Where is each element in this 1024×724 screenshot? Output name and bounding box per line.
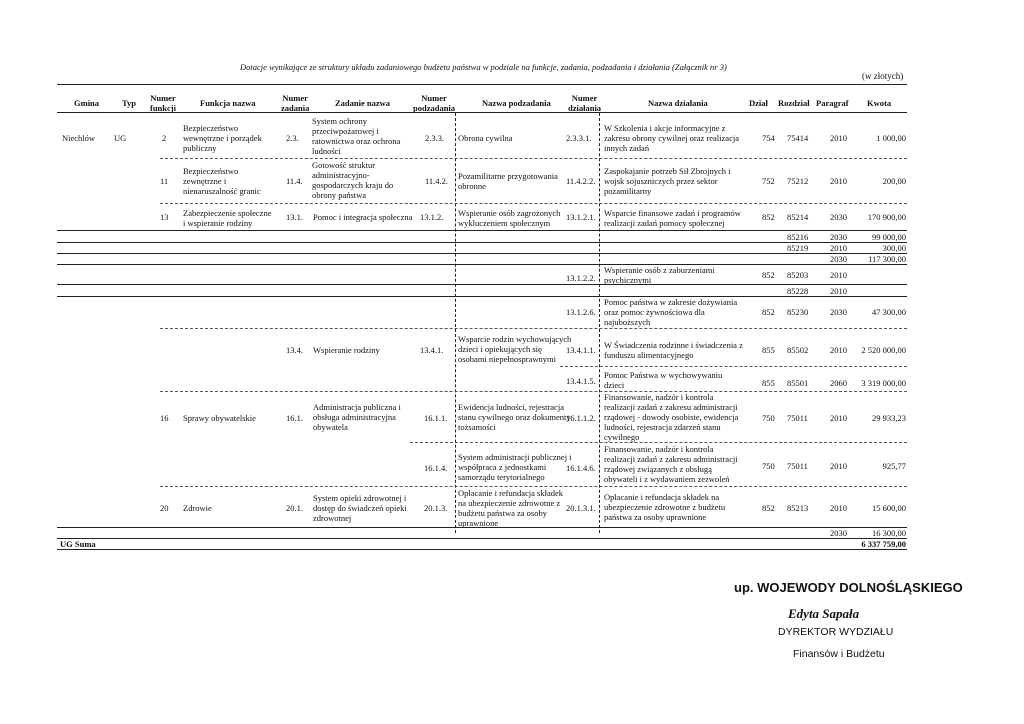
table-top-border xyxy=(57,84,907,85)
cell-d5-dzial: 852 xyxy=(762,307,775,317)
cell-d6-num: 13.4.1.1. xyxy=(566,345,596,355)
cell-e3-paragraf: 2030 xyxy=(830,254,847,264)
cell-z131-name: Pomoc i integracja społeczna xyxy=(313,212,413,222)
cell-d3-dzial: 852 xyxy=(762,212,775,222)
cell-d1-dzial: 754 xyxy=(762,133,775,143)
cell-z201-num: 20.1. xyxy=(286,503,303,513)
cell-d7-paragraf: 2060 xyxy=(830,378,847,388)
cell-d1-name: W Szkolenia i akcje informacyjne z zakresu obrony cywilnej oraz realizacja innych zadań xyxy=(604,123,739,153)
header-rozdzial: Rozdział xyxy=(778,98,810,108)
document-title: Dotacje wynikające ze struktury układu zadaniowego budżetu państwa w podziale na funkcje, zadania, podzadania i działania (Załącznik nr 3) xyxy=(240,62,727,72)
col-sep-2 xyxy=(599,113,600,533)
cell-p1614-name: System administracji publicznej i współpraca z jednostkami samorządu terytorialnego xyxy=(458,452,572,482)
cell-d6-name: W Świadczenia rodzinne i świadczenia z funduszu alimentacyjnego xyxy=(604,340,743,360)
col-sep-1 xyxy=(455,113,456,533)
cell-p2013-name: Opłacanie i refundacja składek na ubezpieczenie zdrowotne z budżetu państwa za osoby uprawnione xyxy=(458,488,564,528)
table-bottom-border xyxy=(57,549,907,550)
cell-f20-num: 20 xyxy=(160,503,169,513)
cell-d5-num: 13.1.2.6. xyxy=(566,307,596,317)
cell-d5-kwota: 47 300,00 xyxy=(872,307,906,317)
cell-d2-dzial: 752 xyxy=(762,176,775,186)
header-typ: Typ xyxy=(122,98,137,108)
cell-d10-dzial: 852 xyxy=(762,503,775,513)
cell-d9-name: Finansowanie, nadzór i kontrola realizacji zadań z zakresu administracji rządowej związanych z obsługą obywateli i z wydawaniem zezwoleń xyxy=(604,444,738,484)
cell-typ: UG xyxy=(114,133,127,143)
cell-p2013-num: 20.1.3. xyxy=(424,503,448,513)
cell-p233-num: 2.3.3. xyxy=(425,133,445,143)
cell-e5-paragraf: 2030 xyxy=(830,528,847,538)
cell-d7-dzial: 855 xyxy=(762,378,775,388)
cell-d5-paragraf: 2030 xyxy=(830,307,847,317)
cell-p1611-num: 16.1.1. xyxy=(424,413,448,423)
cell-z201-name: System opieki zdrowotnej i dostęp do świadczeń opieki zdrowotnej xyxy=(313,493,407,523)
cell-d10-kwota: 15 600,00 xyxy=(872,503,906,513)
cell-z134-name: Wspieranie rodziny xyxy=(313,345,380,355)
cell-d2-rozdzial: 75212 xyxy=(787,176,809,186)
header-numer-zadania: Numer zadania xyxy=(281,93,310,113)
suma-label: UG Suma xyxy=(60,539,96,549)
cell-d6-paragraf: 2010 xyxy=(830,345,847,355)
row-sep-8 xyxy=(57,296,907,297)
row-sep-13 xyxy=(160,486,907,487)
cell-z114-name: Gotowość struktur administracyjno- gospodarczych kraju do obrony państwa xyxy=(312,160,394,200)
row-sep-10 xyxy=(560,366,907,367)
row-sep-2 xyxy=(160,203,907,204)
row-sep-3 xyxy=(57,230,907,231)
signature: Edyta Sapała xyxy=(788,606,860,621)
suma-kwota: 6 337 759,00 xyxy=(861,539,906,549)
cell-e5-kwota: 16 300,00 xyxy=(872,528,906,538)
cell-d8-kwota: 29 933,23 xyxy=(872,413,906,423)
cell-e3-kwota: 117 300,00 xyxy=(868,254,906,264)
cell-e2-rozdzial: 85219 xyxy=(787,243,809,253)
cell-d9-num: 16.1.4.6. xyxy=(566,463,596,473)
cell-d10-paragraf: 2010 xyxy=(830,503,847,513)
cell-d7-num: 13.4.1.5. xyxy=(566,376,596,386)
cell-d9-dzial: 750 xyxy=(762,461,775,471)
cell-d2-num: 11.4.2.2. xyxy=(566,176,596,186)
unit-label: (w złotych) xyxy=(862,71,904,81)
row-sep-1 xyxy=(160,158,907,159)
header-dzial: Dział xyxy=(749,98,768,108)
cell-p1611-name: Ewidencja ludności, rejestracja stanu cywilnego oraz dokumenty tożsamości xyxy=(458,402,571,432)
stamp-line-2: DYREKTOR WYDZIAŁU xyxy=(778,626,894,638)
cell-z161-num: 16.1. xyxy=(286,413,303,423)
cell-p233-name: Obrona cywilna xyxy=(458,133,513,143)
cell-d10-name: Opłacanie i refundacja składek na ubezpieczenie zdrowotne z budżetu państwa za osoby uprawnione xyxy=(604,492,726,522)
row-sep-15 xyxy=(57,538,907,539)
cell-f2-name: Bezpieczeństwo wewnętrzne i porządek publiczny xyxy=(183,123,262,153)
cell-d2-name: Zaspokajanie potrzeb Sił Zbrojnych i wojsk sojuszniczych przez sektor pozamilitarny xyxy=(604,166,731,196)
cell-d7-kwota: 3 319 000,00 xyxy=(861,378,906,388)
row-sep-4 xyxy=(57,242,907,243)
header-nazwa-dzialania: Nazwa działania xyxy=(648,98,708,108)
cell-d9-rozdzial: 75011 xyxy=(787,461,808,471)
cell-d6-kwota: 2 520 000,00 xyxy=(861,345,906,355)
cell-f2-num: 2 xyxy=(162,133,167,143)
header-numer-dzialania: Numer działania xyxy=(568,93,602,113)
cell-d5-name: Pomoc państwa w zakresie dożywiania oraz pomoc żywnościowa dla najuboższych xyxy=(604,297,738,327)
cell-e4-paragraf: 2010 xyxy=(830,286,847,296)
stamp-line-1: up. WOJEWODY DOLNOŚLĄSKIEGO xyxy=(734,580,963,595)
header-paragraf: Paragraf xyxy=(816,98,849,108)
row-sep-5 xyxy=(57,253,907,254)
cell-d1-kwota: 1 000,00 xyxy=(876,133,906,143)
cell-e1-rozdzial: 85216 xyxy=(787,232,809,242)
cell-f13-name: Zabezpieczenie społeczne i wspieranie rodziny xyxy=(183,208,272,228)
cell-p1341-num: 13.4.1. xyxy=(420,345,444,355)
row-sep-14 xyxy=(57,527,907,528)
row-sep-9 xyxy=(160,328,907,329)
cell-d2-paragraf: 2010 xyxy=(830,176,847,186)
cell-e1-paragraf: 2030 xyxy=(830,232,847,242)
cell-f11-num: 11 xyxy=(160,176,169,186)
cell-f11-name: Bezpieczeństwo zewnętrzne i nienaruszalność granic xyxy=(183,166,261,196)
cell-f13-num: 13 xyxy=(160,212,169,222)
cell-d9-kwota: 925,77 xyxy=(882,461,906,471)
cell-d7-name: Pomoc Państwa w wychowywaniu dzieci xyxy=(604,370,723,390)
cell-gmina: Niechlów xyxy=(62,133,96,143)
cell-e2-paragraf: 2010 xyxy=(830,243,847,253)
row-sep-11 xyxy=(160,391,907,392)
cell-e1-kwota: 99 000,00 xyxy=(872,232,906,242)
cell-d3-name: Wsparcie finansowe zadań i programów realizacji zadań pomocy społecznej xyxy=(604,208,741,228)
header-nazwa-podzadania: Nazwa podzadania xyxy=(482,98,551,108)
cell-p1312-name: Wspieranie osób zagrożonych wykluczeniem społecznym xyxy=(458,208,561,228)
cell-f16-num: 16 xyxy=(160,413,169,423)
header-funkcja-nazwa: Funkcja nazwa xyxy=(200,98,256,108)
cell-d1-rozdzial: 75414 xyxy=(787,133,809,143)
cell-f20-name: Zdrowie xyxy=(183,503,212,513)
cell-p1614-num: 16.1.4. xyxy=(424,463,448,473)
header-numer-podzadania: Numer podzadania xyxy=(413,93,456,113)
row-sep-6 xyxy=(57,264,907,265)
cell-d4-rozdzial: 85203 xyxy=(787,270,809,280)
header-gmina: Gmina xyxy=(74,98,100,108)
header-numer-funkcji: Numer funkcji xyxy=(150,93,176,113)
cell-d8-name: Finansowanie, nadzór i kontrola realizacji zadań z zakresu administracji rządowej - dowody osobiste, ewidencja ludności, rejestracja zdarzeń stanu cywilnego xyxy=(604,392,739,442)
row-sep-7 xyxy=(57,284,907,285)
row-sep-12 xyxy=(410,442,907,443)
cell-d4-name: Wspieranie osób z zaburzeniami psychicznymi xyxy=(604,265,715,285)
cell-d4-num: 13.1.2.2. xyxy=(566,273,596,283)
cell-z23-num: 2.3. xyxy=(286,133,299,143)
cell-e4-rozdzial: 85228 xyxy=(787,286,809,296)
cell-p1341-name: Wsparcie rodzin wychowujących dzieci i opiekujących się osobami niepełnosprawnymi xyxy=(458,334,572,364)
cell-p1142-num: 11.4.2. xyxy=(425,176,449,186)
cell-z131-num: 13.1. xyxy=(286,212,303,222)
cell-z161-name: Administracja publiczna i obsługa administracyjna obywatela xyxy=(313,402,401,432)
cell-d7-rozdzial: 85501 xyxy=(787,378,809,388)
header-bottom-border xyxy=(57,112,907,113)
cell-d8-num: 16.1.1.2. xyxy=(566,413,596,423)
cell-z23-name: System ochrony przeciwpożarowej i ratownictwa oraz ochrona ludności xyxy=(312,116,401,156)
cell-d3-rozdzial: 85214 xyxy=(787,212,809,222)
cell-d3-paragraf: 2030 xyxy=(830,212,847,222)
cell-d6-dzial: 855 xyxy=(762,345,775,355)
header-kwota: Kwota xyxy=(867,98,892,108)
cell-d9-paragraf: 2010 xyxy=(830,461,847,471)
cell-p1312-num: 13.1.2. xyxy=(420,212,444,222)
cell-d8-dzial: 750 xyxy=(762,413,775,423)
cell-z134-num: 13.4. xyxy=(286,345,303,355)
cell-d2-kwota: 200,00 xyxy=(882,176,906,186)
cell-d6-rozdzial: 85502 xyxy=(787,345,809,355)
cell-d5-rozdzial: 85230 xyxy=(787,307,809,317)
cell-d10-rozdzial: 85213 xyxy=(787,503,809,513)
cell-p1142-name: Pozamilitarne przygotowania obronne xyxy=(458,171,558,191)
cell-d1-num: 2.3.3.1. xyxy=(566,133,592,143)
cell-z114-num: 11.4. xyxy=(286,176,303,186)
cell-d4-paragraf: 2010 xyxy=(830,270,847,280)
cell-d10-num: 20.1.3.1. xyxy=(566,503,596,513)
cell-f16-name: Sprawy obywatelskie xyxy=(183,413,256,423)
cell-d3-kwota: 170 900,00 xyxy=(867,212,906,222)
cell-d1-paragraf: 2010 xyxy=(830,133,847,143)
stamp-line-3: Finansów i Budżetu xyxy=(793,648,885,660)
cell-d8-rozdzial: 75011 xyxy=(787,413,808,423)
cell-d8-paragraf: 2010 xyxy=(830,413,847,423)
cell-d4-dzial: 852 xyxy=(762,270,775,280)
cell-e2-kwota: 300,00 xyxy=(882,243,906,253)
cell-d3-num: 13.1.2.1. xyxy=(566,212,596,222)
header-zadanie-nazwa: Zadanie nazwa xyxy=(335,98,391,108)
